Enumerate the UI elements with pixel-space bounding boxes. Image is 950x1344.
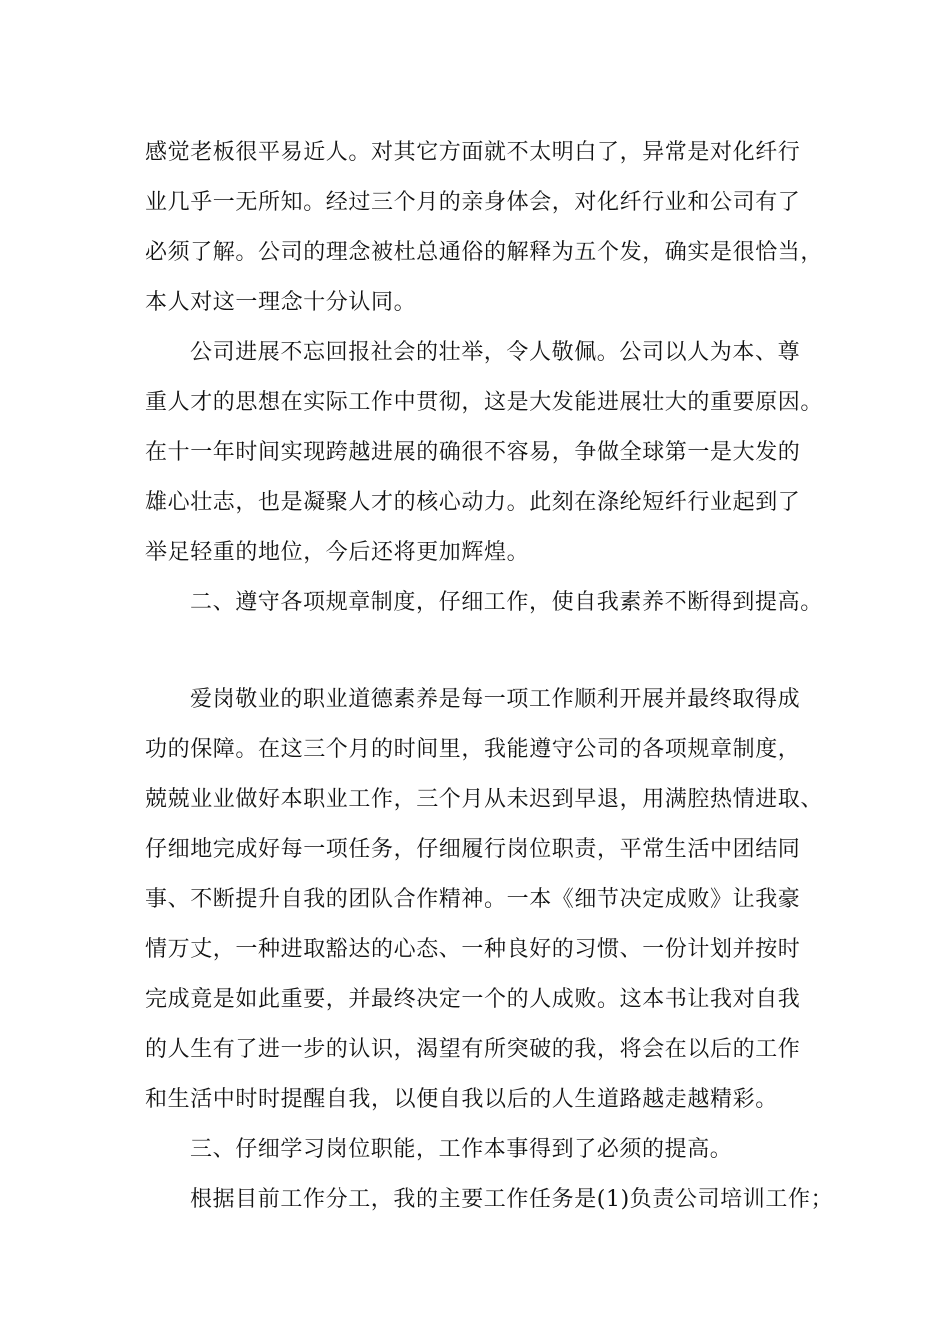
text-line: 仔细地完成好每一项任务，仔细履行岗位职责，平常生活中团结同 xyxy=(145,837,801,862)
text-line: 雄心壮志，也是凝聚人才的核心动力。此刻在涤纶短纤行业起到了 xyxy=(145,490,801,515)
paragraph-first-line: 根据目前工作分工，我的主要工作任务是(1)负责公司培训工作； xyxy=(190,1187,834,1212)
text-line: 重人才的思想在实际工作中贯彻，这是大发能进展壮大的重要原因。 xyxy=(145,390,824,415)
text-line: 感觉老板很平易近人。对其它方面就不太明白了，异常是对化纤行 xyxy=(145,140,801,165)
section-heading-two: 二、遵守各项规章制度，仔细工作，使自我素养不断得到提高。 xyxy=(190,590,823,615)
text-line: 业几乎一无所知。经过三个月的亲身体会，对化纤行业和公司有了 xyxy=(145,190,801,215)
text-line: 功的保障。在这三个月的时间里，我能遵守公司的各项规章制度， xyxy=(145,737,801,762)
text-line: 在十一年时间实现跨越进展的确很不容易，争做全球第一是大发的 xyxy=(145,440,801,465)
paragraph-first-line: 公司进展不忘回报社会的壮举，令人敬佩。公司以人为本、尊 xyxy=(190,340,801,365)
text-line: 和生活中时时提醒自我，以便自我以后的人生道路越走越精彩。 xyxy=(145,1087,778,1112)
section-heading-three: 三、仔细学习岗位职能，工作本事得到了必须的提高。 xyxy=(190,1137,733,1162)
text-line: 兢兢业业做好本职业工作，三个月从未迟到早退，用满腔热情进取、 xyxy=(145,787,824,812)
text-line: 事、不断提升自我的团队合作精神。一本《细节决定成败》让我豪 xyxy=(145,887,801,912)
text-line: 情万丈，一种进取豁达的心态、一种良好的习惯、一份计划并按时 xyxy=(145,937,801,962)
text-line: 的人生有了进一步的认识，渴望有所突破的我，将会在以后的工作 xyxy=(145,1037,801,1062)
text-line: 完成竟是如此重要，并最终决定一个的人成败。这本书让我对自我 xyxy=(145,987,801,1012)
text-line: 本人对这一理念十分认同。 xyxy=(145,290,417,315)
text-line: 举足轻重的地位，今后还将更加辉煌。 xyxy=(145,540,530,565)
paragraph-first-line: 爱岗敬业的职业道德素养是每一项工作顺利开展并最终取得成 xyxy=(190,687,801,712)
text-line: 必须了解。公司的理念被杜总通俗的解释为五个发，确实是很恰当， xyxy=(145,240,824,265)
